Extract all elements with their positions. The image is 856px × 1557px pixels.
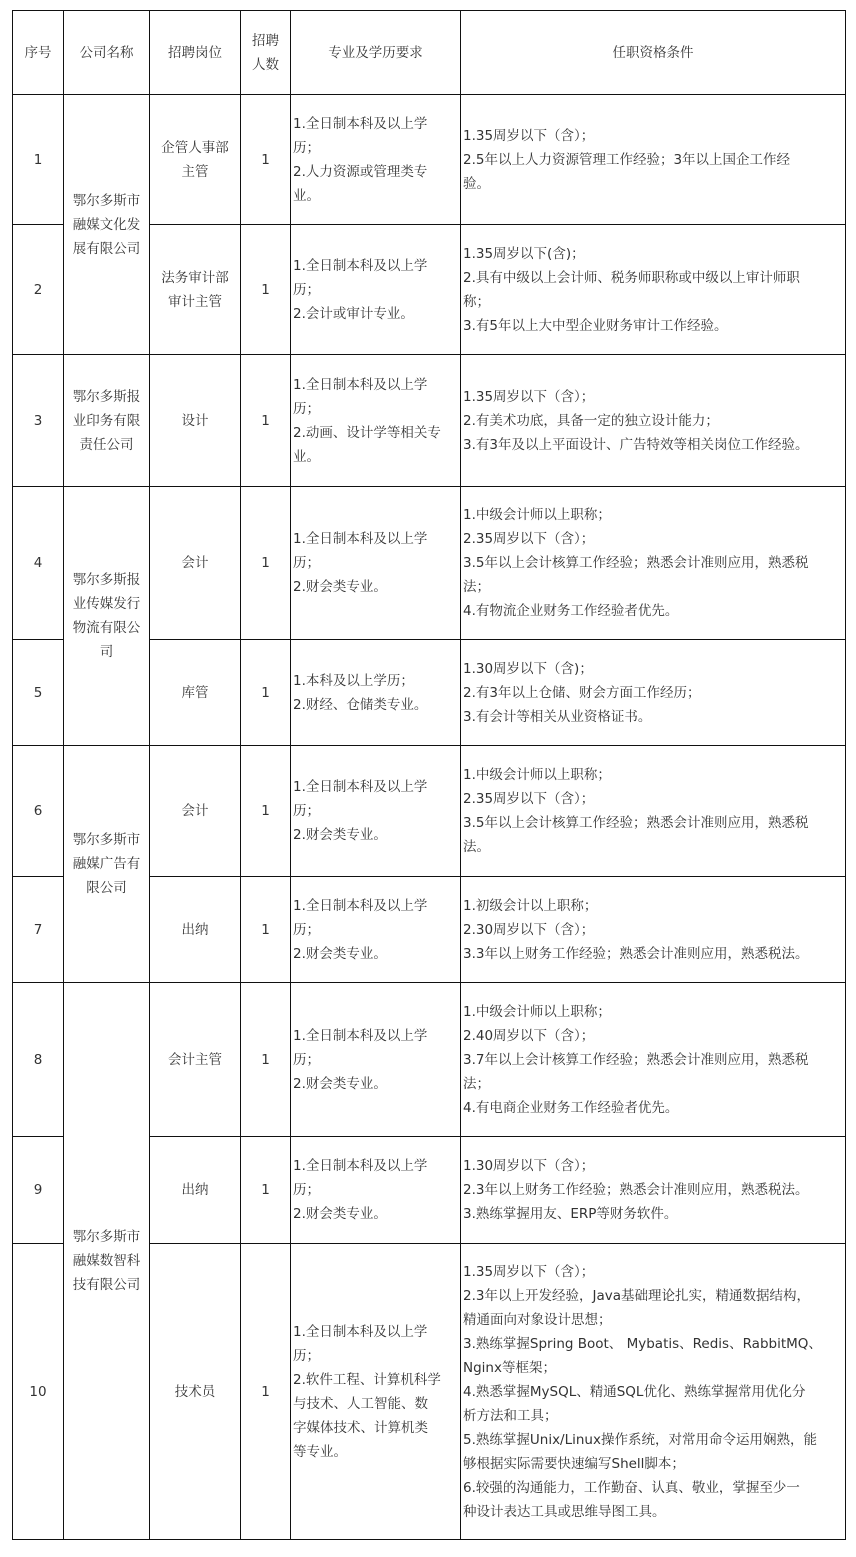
education-requirement: 1.全日制本科及以上学 历； 2.财会类专业。	[291, 983, 461, 1137]
headcount: 1	[241, 487, 291, 640]
serial-no: 10	[13, 1244, 64, 1540]
education-requirement: 1.全日制本科及以上学 历； 2.软件工程、计算机科学 与技术、人工智能、数 字媒体技术、计算机类 等专业。	[291, 1244, 461, 1540]
position: 设计	[150, 355, 241, 487]
position: 法务审计部 审计主管	[150, 225, 241, 355]
position: 会计	[150, 746, 241, 877]
headcount: 1	[241, 746, 291, 877]
table-header-row	[13, 11, 846, 95]
qualifications: 1.35周岁以下（含）； 2.有美术功底，具备一定的独立设计能力； 3.有3年及以上平面设计、广告特效等相关岗位工作经验。	[461, 355, 846, 487]
education-requirement: 1.全日制本科及以上学 历； 2.动画、设计学等相关专 业。	[291, 355, 461, 487]
position: 库管	[150, 640, 241, 746]
serial-no: 9	[13, 1137, 64, 1244]
headcount: 1	[241, 355, 291, 487]
company-name: 鄂尔多斯市 融媒数智科 技有限公司	[64, 983, 150, 1540]
table-row	[13, 355, 846, 487]
header-position: 招聘岗位	[150, 11, 241, 95]
qualifications: 1.中级会计师以上职称； 2.35周岁以下（含）； 3.5年以上会计核算工作经验；熟悉会计准则应用，熟悉税 法； 4.有物流企业财务工作经验者优先。	[461, 487, 846, 640]
education-requirement: 1.本科及以上学历； 2.财经、仓储类专业。	[291, 640, 461, 746]
education-requirement: 1.全日制本科及以上学 历； 2.财会类专业。	[291, 746, 461, 877]
serial-no: 7	[13, 877, 64, 983]
headcount: 1	[241, 1244, 291, 1540]
serial-no: 5	[13, 640, 64, 746]
company-name: 鄂尔多斯报 业印务有限 责任公司	[64, 355, 150, 487]
headcount: 1	[241, 95, 291, 225]
position: 会计主管	[150, 983, 241, 1137]
education-requirement: 1.全日制本科及以上学 历； 2.财会类专业。	[291, 487, 461, 640]
company-name: 鄂尔多斯市 融媒文化发 展有限公司	[64, 95, 150, 355]
table-row	[13, 746, 846, 877]
qualifications: 1.30周岁以下（含）； 2.3年以上财务工作经验；熟悉会计准则应用，熟悉税法。 3.熟练掌握用友、ERP等财务软件。	[461, 1137, 846, 1244]
education-requirement: 1.全日制本科及以上学 历； 2.财会类专业。	[291, 877, 461, 983]
qualifications: 1.30周岁以下（含)； 2.有3年以上仓储、财会方面工作经历； 3.有会计等相关从业资格证书。	[461, 640, 846, 746]
qualifications: 1.中级会计师以上职称； 2.40周岁以下（含）； 3.7年以上会计核算工作经验；熟悉会计准则应用，熟悉税 法； 4.有电商企业财务工作经验者优先。	[461, 983, 846, 1137]
company-name: 鄂尔多斯报 业传媒发行 物流有限公 司	[64, 487, 150, 746]
headcount: 1	[241, 225, 291, 355]
education-requirement: 1.全日制本科及以上学 历； 2.人力资源或管理类专 业。	[291, 95, 461, 225]
table-row	[13, 983, 846, 1137]
headcount: 1	[241, 877, 291, 983]
recruitment-table	[12, 10, 846, 1540]
position: 会计	[150, 487, 241, 640]
header-headcount: 招聘 人数	[241, 11, 291, 95]
serial-no: 4	[13, 487, 64, 640]
position: 出纳	[150, 877, 241, 983]
education-requirement: 1.全日制本科及以上学 历； 2.会计或审计专业。	[291, 225, 461, 355]
table-row	[13, 487, 846, 640]
headcount: 1	[241, 983, 291, 1137]
header-qualifications: 任职资格条件	[461, 11, 846, 95]
serial-no: 6	[13, 746, 64, 877]
qualifications: 1.35周岁以下（含）； 2.3年以上开发经验，Java基础理论扎实，精通数据结构， 精通面向对象设计思想； 3.熟练掌握Spring Boot、 Mybatis、Redis、RabbitMQ、 Nginx等框架； 4.熟悉掌握MySQL、精通SQL优化、熟练掌握常用优化分 析方法和工具； 5.熟练掌握Unix/Linux操作系统，对常用命令运用娴熟，能 够根据实际需要快速编写Shell脚本； 6.较强的沟通能力，工作勤奋、认真、敬业，掌握至少一 种设计表达工具或思维导图工具。	[461, 1244, 846, 1540]
qualifications: 1.35周岁以下(含)； 2.具有中级以上会计师、税务师职称或中级以上审计师职 称； 3.有5年以上大中型企业财务审计工作经验。	[461, 225, 846, 355]
position: 技术员	[150, 1244, 241, 1540]
company-name: 鄂尔多斯市 融媒广告有 限公司	[64, 746, 150, 983]
header-company-name: 公司名称	[64, 11, 150, 95]
headcount: 1	[241, 1137, 291, 1244]
serial-no: 2	[13, 225, 64, 355]
headcount: 1	[241, 640, 291, 746]
position: 企管人事部 主管	[150, 95, 241, 225]
serial-no: 3	[13, 355, 64, 487]
serial-no: 1	[13, 95, 64, 225]
qualifications: 1.初级会计以上职称； 2.30周岁以下（含）； 3.3年以上财务工作经验；熟悉会计准则应用，熟悉税法。	[461, 877, 846, 983]
table-row	[13, 95, 846, 225]
header-education-requirement: 专业及学历要求	[291, 11, 461, 95]
position: 出纳	[150, 1137, 241, 1244]
header-serial-no: 序号	[13, 11, 64, 95]
education-requirement: 1.全日制本科及以上学 历； 2.财会类专业。	[291, 1137, 461, 1244]
qualifications: 1.35周岁以下（含）； 2.5年以上人力资源管理工作经验；3年以上国企工作经 验。	[461, 95, 846, 225]
qualifications: 1.中级会计师以上职称； 2.35周岁以下（含）； 3.5年以上会计核算工作经验；熟悉会计准则应用，熟悉税 法。	[461, 746, 846, 877]
serial-no: 8	[13, 983, 64, 1137]
